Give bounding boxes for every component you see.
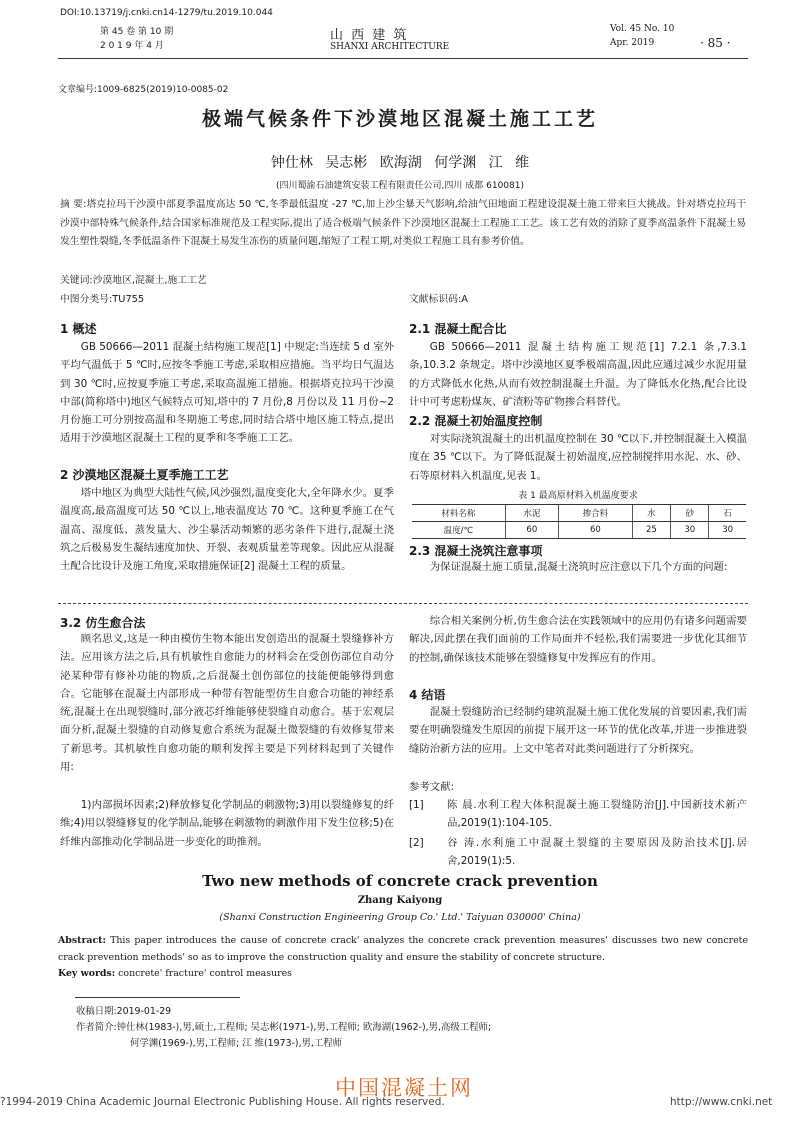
table-cell: 石 — [709, 505, 746, 522]
affiliation-cn: (四川蜀渝石油建筑安装工程有限责任公司,四川 成都 610081) — [276, 181, 524, 191]
section-4-title: 4 结语 — [409, 688, 446, 702]
volume-cn: 第 45 卷 第 10 期 — [100, 27, 174, 37]
table-cell: 砂 — [671, 505, 709, 522]
journal-en: SHANXI ARCHITECTURE — [330, 42, 450, 52]
footnote-rule — [75, 997, 240, 998]
table-1 — [412, 504, 746, 539]
volume-en: Vol. 45 No. 10 — [610, 24, 675, 34]
abstract-cn: 摘 要:塔克拉玛干沙漠中部夏季温度高达 50 ℃,冬季最低温度 -27 ℃,加上沙尘暴天气影响,给油气田地面工程建设混凝土施工带来巨大挑战。针对塔克拉玛干沙漠中部特殊气候条件,结合国家标准规范及工程实际,提出了适合极端气候条件下沙漠地区混凝土工程施工工艺。该工艺有效的消除了夏季高温条件下混凝土易发生塑性裂缝,冬季低温条件下混凝土易发生冻伤的质量问题,缩短了工程工期,对类似工程施工具有参考价值。 — [60, 199, 746, 247]
reference-1 — [409, 796, 747, 833]
page-number: · 85 · — [700, 36, 731, 50]
abstract-en — [58, 932, 748, 966]
table-cell: 30 — [709, 522, 746, 539]
reference-number: [2] — [409, 837, 424, 849]
section-3-2-list: 1)内部损坏因素;2)释放修复化学制品的刺激物;3)用以裂缝修复的纤维;4)用以裂缝修复的化学制品,能够在刺激物的刺激作用下发生位移;5)在纤维内部推动化学制品进一步变化的助推剂。 — [60, 799, 394, 848]
clc-number: 中图分类号:TU755 — [60, 294, 145, 305]
dashed-separator — [58, 603, 748, 604]
table-cell: 25 — [632, 522, 670, 539]
reference-number: [1] — [409, 799, 424, 811]
table-cell: 30 — [671, 522, 709, 539]
authors-cn: 钟仕林 吴志彬 欧海湖 何学渊 江 维 — [270, 155, 530, 171]
section-2-1-text: GB 50666—2011 混凝土结构施工规范[1] 7.2.1 条,7.3.1 条,10.3.2 条规定。塔中沙漠地区夏季极端高温,因此应通过减少水泥用量的方式降低水化热,从而有效控制混凝土升温。为了降低水化热,配合比设计中可考虑粉煤灰、矿渣粉等矿物掺合料替代。 — [409, 341, 747, 408]
affiliation-en: (Shanxi Construction Engineering Group Co.' Ltd.' Taiyuan 030000' China) — [219, 912, 581, 923]
table-cell: 水 — [632, 505, 670, 522]
header-rule — [58, 58, 748, 59]
section-3-2-title: 3.2 仿生愈合法 — [60, 616, 146, 630]
right-column-continuation: 综合相关案例分析,仿生愈合法在实践领域中的应用仍有诸多问题需要解决,因此摆在我们面前的工作局面并不轻松,我们需要进一步优化其细节的控制,确保该技术能够在裂缝修复中发挥应有的作用。 — [409, 615, 747, 664]
table-cell: 温度/℃ — [412, 522, 505, 539]
date-cn: 2 0 1 9 年 4 月 — [100, 41, 164, 51]
cnki-url[interactable]: http://www.cnki.net — [670, 1096, 773, 1108]
section-1-title: 1 概述 — [60, 322, 97, 336]
abstract-en-label: Abstract: — [58, 935, 106, 946]
keywords-en-text: concrete' fracture' control measures — [118, 968, 292, 979]
article-number: 文章编号:1009-6825(2019)10-0085-02 — [58, 85, 229, 95]
section-2-2-title: 2.2 混凝土初始温度控制 — [409, 414, 543, 428]
reference-2 — [409, 834, 747, 871]
copyright: ?1994-2019 China Academic Journal Electronic Publishing House. All rights reserved. — [0, 1096, 445, 1108]
date-en: Apr. 2019 — [610, 38, 655, 48]
reference-text: 谷 涛.水利施工中混凝土裂缝的主要原因及防治技术[J].居舍,2019(1):5. — [447, 837, 747, 868]
section-2-3-text: 为保证混凝土施工质量,混凝土浇筑时应注意以下几个方面的问题: — [429, 561, 728, 573]
section-2-1-title: 2.1 混凝土配合比 — [409, 322, 507, 336]
table-cell: 掺合料 — [558, 505, 632, 522]
section-3-2-text: 顾名思义,这是一种由模仿生物本能出发创造出的混凝土裂缝修补方法。应用该方法之后,具有机敏性自愈能力的材料会在受创伤部位自动分泌某种带有修补功能的物质,之后混凝土创伤部位的技能便能够得到愈合。它能够在混凝土内部形成一种带有智能型仿生自愈合功能的神经系统,混凝土在出现裂缝时,部分液芯纤维能够使裂缝自动愈合。基于宏观层面分析,混凝土裂缝的自动修复愈合系统为混凝土微裂缝的有效修复带来了新思考。其机敏性自愈功能的顺利发挥主要是下列材料起到了关键作用: — [60, 633, 394, 774]
section-2-2-text: 对实际浇筑混凝土的出机温度控制在 30 ℃以下,并控制混凝土入模温度在 35 ℃以下。为了降低混凝土初始温度,应控制搅拌用水泥、水、砂、石等原材料入机温度,见表 1。 — [409, 433, 747, 482]
received-date: 收稿日期:2019-01-29 — [76, 1006, 172, 1017]
section-2-3-title: 2.3 混凝土浇筑注意事项 — [409, 544, 543, 558]
abstract-en-text: This paper introduces the cause of concrete crack' analyzes the concrete crack prevention measures' discusses two new concrete crack prevention methods' so as to improve the construction quality and ensure the stability of concrete structure. — [58, 935, 748, 963]
document-code: 文献标识码:A — [409, 294, 468, 305]
table-cell: 水泥 — [505, 505, 558, 522]
reference-text: 陈 晨.水利工程大体积混凝土施工裂缝防治[J].中国新技术新产品,2019(1):104-105. — [447, 799, 747, 830]
keywords-en — [58, 968, 292, 979]
title-en: Two new methods of concrete crack prevention — [202, 872, 598, 890]
keywords-cn: 关键词:沙漠地区,混凝土,施工工艺 — [60, 275, 207, 286]
table-cell: 60 — [558, 522, 632, 539]
references-title: 参考文献: — [409, 781, 455, 793]
keywords-en-label: Key words: — [58, 968, 116, 979]
section-2-title: 2 沙漠地区混凝土夏季施工工艺 — [60, 468, 229, 482]
author-bio-line-1: 作者简介:钟仕林(1983-),男,硕士,工程师; 吴志彬(1971-),男,工程师; 欧海湖(1962-),男,高级工程师; — [76, 1022, 492, 1033]
table-row — [412, 522, 746, 539]
section-1-text: GB 50666—2011 混凝土结构施工规范[1] 中规定:当连续 5 d 室外平均气温低于 5 ℃时,应按冬季施工考虑,采取相应措施。当平均日气温达到 30 ℃时,应按夏季施工考虑,采取高温施工措施。根据塔克拉玛干沙漠中部(简称塔中)地区气候特点可知,塔中的 7 月份,8 月份以及 11 月份~2 月份施工可分别按高温和冬期施工考虑,同时结合塔中地区施工特点,提出适用于沙漠地区混凝土工程的夏季和冬季施工工艺。 — [60, 341, 394, 445]
section-2-text: 塔中地区为典型大陆性气候,风沙强烈,温度变化大,全年降水少。夏季温度高,最高温度可达 50 ℃以上,地表温度达 70 ℃。这种夏季施工在气温高、湿度低、蒸发量大、沙尘暴活动频繁的恶劣条件下进行,混凝土浇筑之后极易发生凝结速度加快、开裂、表观质量差等现象。因此应从混凝土配合比设计及施工角度,采取措施保证[2] 混凝土工程的质量。 — [60, 487, 394, 573]
author-en: Zhang Kaiyong — [357, 895, 443, 906]
table-1-title: 表 1 最高原材料入机温度要求 — [518, 491, 638, 501]
title-cn: 极端气候条件下沙漠地区混凝土施工工艺 — [201, 108, 598, 130]
doi: DOI:10.13719/j.cnki.cn14-1279/tu.2019.10.044 — [60, 8, 273, 18]
table-cell: 60 — [505, 522, 558, 539]
table-cell: 材料名称 — [412, 505, 505, 522]
journal-cn: 山 西 建 筑 — [330, 28, 409, 43]
watermark: 中国混凝土网 — [335, 1076, 473, 1100]
table-header-row — [412, 505, 746, 522]
section-4-text: 混凝土裂缝防治已经制约建筑混凝土施工优化发展的首要因素,我们需要在明确裂缝发生原因的前提下展开这一环节的优化改革,并进一步推进裂缝防治新方法的应用。上文中笔者对此类问题进行了分析探究。 — [409, 706, 747, 755]
author-bio-line-2: 何学渊(1969-),男,工程师; 江 维(1973-),男,工程师 — [130, 1038, 343, 1049]
